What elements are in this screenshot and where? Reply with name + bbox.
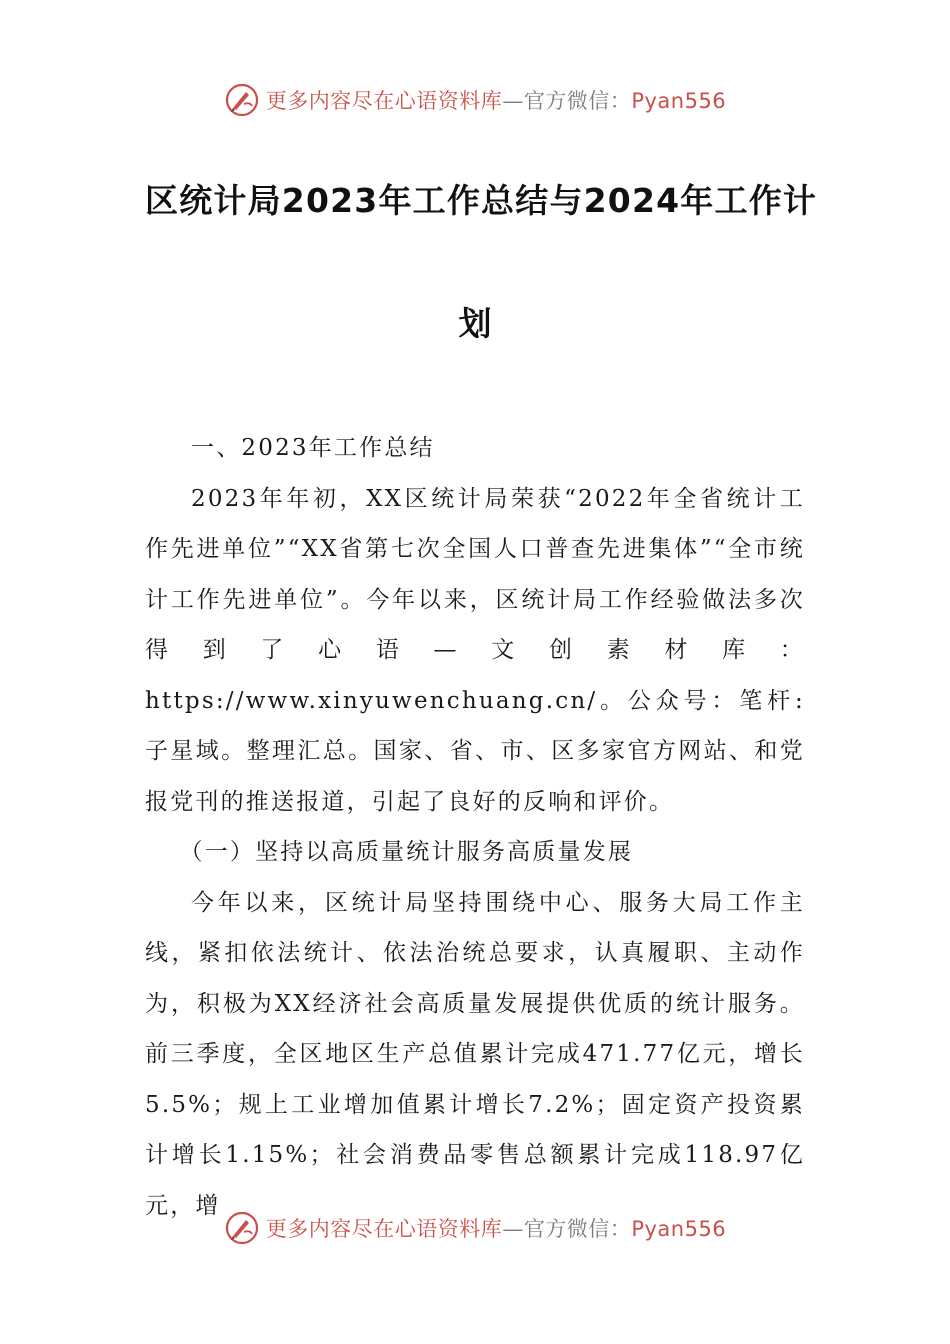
watermark-wechat-id: Pyan556 xyxy=(631,89,727,113)
pen-circle-logo-icon xyxy=(224,1210,260,1246)
pen-circle-logo-icon xyxy=(224,82,260,118)
header-watermark xyxy=(0,82,950,118)
document-body xyxy=(145,423,805,1231)
body-paragraph: 今年以来，区统计局坚持围绕中心、服务大局工作主线，紧扣依法统计、依法治统总要求，认真履职、主动作为，积极为XX经济社会高质量发展提供优质的统计服务。前三季度，全区地区生产总值累计完成471.77亿元，增长5.5%；规上工业增加值累计增长7.2%；固定资产投资累计增长1.15%；社会消费品零售总额累计完成118.97亿元，增 xyxy=(145,889,805,1219)
watermark-suffix-text: —官方微信： xyxy=(502,89,632,113)
watermark-main-text: 更多内容尽在心语资料库 xyxy=(265,1217,503,1241)
footer-watermark xyxy=(0,1210,950,1246)
watermark-suffix-text: —官方微信： xyxy=(502,1217,632,1241)
section-heading: 一、2023年工作总结 xyxy=(191,435,435,461)
watermark-wechat-id: Pyan556 xyxy=(631,1217,727,1241)
body-paragraph: 2023年年初，XX区统计局荣获“2022年全省统计工作先进单位”“XX省第七次全国人口普查先进集体”“全市统计工作先进单位”。今年以来，区统计局工作经验做法多次得到了心语—文创素材库：https://www.xinyuwenchuang.cn/。公众号：笔杆:子星域。整理汇总。国家、省、市、区多家官方网站、和党报党刊的推送报道，引起了良好的反响和评价。 xyxy=(145,485,805,815)
watermark-main-text: 更多内容尽在心语资料库 xyxy=(265,89,503,113)
subsection-heading: （一）坚持以高质量统计服务高质量发展 xyxy=(179,839,634,865)
document-title-line2: 划 xyxy=(458,304,492,343)
document-title-line1: 区统计局2023年工作总结与2024年工作计 xyxy=(145,181,818,220)
